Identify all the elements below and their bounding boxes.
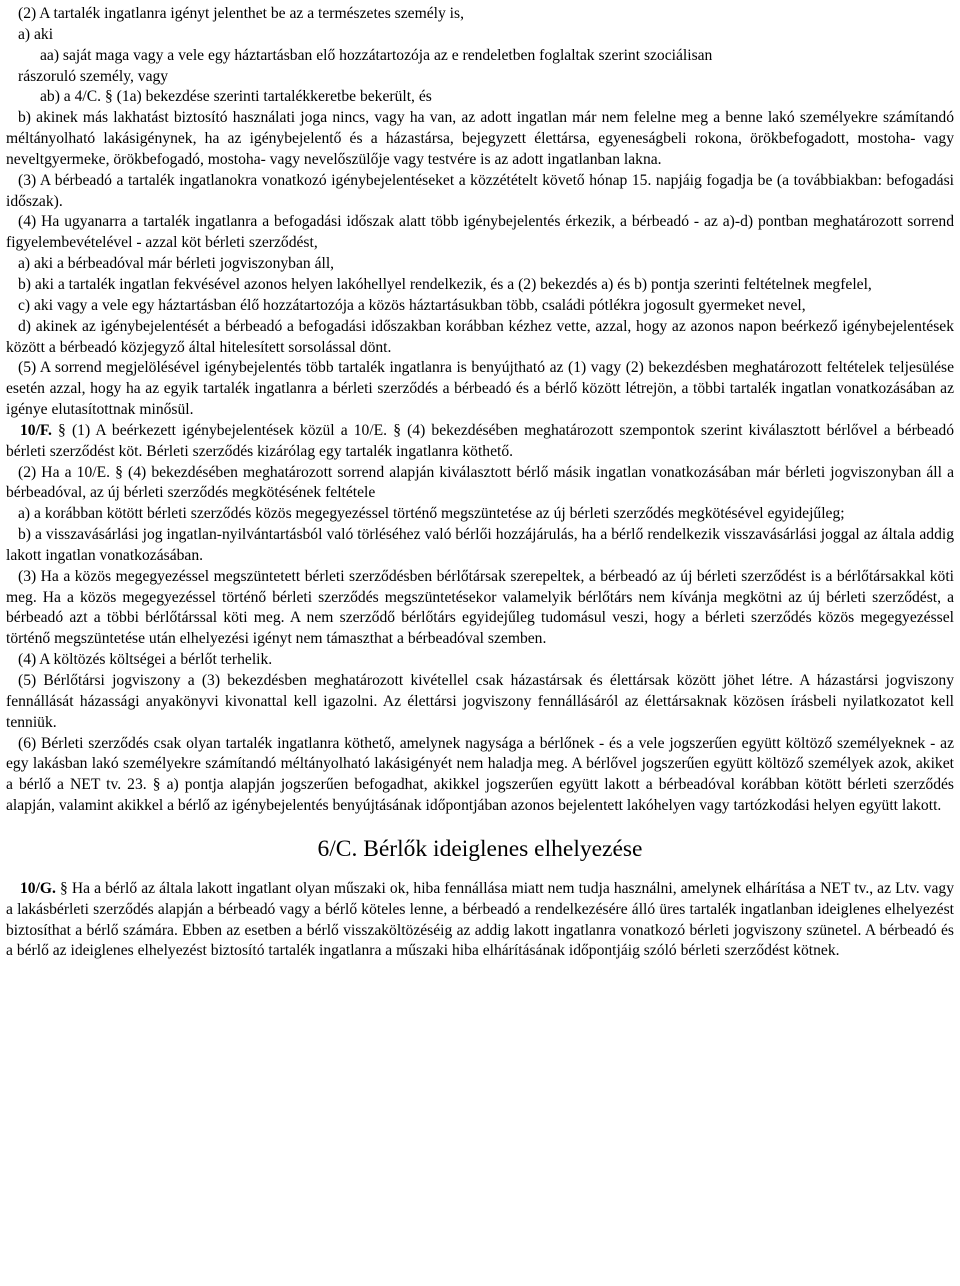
- section-text-10g: § Ha a bérlő az általa lakott ingatlant olyan műszaki ok, hiba fennállása miatt nem tudja használni, amelynek elhárítása a NET tv., az Ltv. vagy a lakásbérleti szerződés alapján a bérbeadó vagy a bérlő köteles lenne, a bérbeadó a rendelkezésére álló üres tartalék ingatlanban ideiglenes elhelyezést biztosíthat a bérlő számára. Ebben az esetben a bérlő visszaköltözéséig az addig lakott ingatlanra vonatkozó bérleti jogviszony szünetel. A bérbeadó és a bérlő az ideiglenes elhelyezést biztosító tartalék ingatlanra a műszaki hiba elhárításának időpontjáig szóló bérleti szerződést kötnek.: [6, 879, 954, 960]
- paragraph-2: (2) A tartalék ingatlanra igényt jelenthet be az a természetes személy is,: [18, 5, 464, 22]
- section-number-10g: 10/G.: [20, 879, 56, 897]
- paragraph-10f-5: (5) Bérlőtársi jogviszony a (3) bekezdésben meghatározott kivétellel csak házastársak és élettársak között jöhet létre. A házastársi jogviszony fennállását házassági anyakönyvi kivonattal kell igazolni. Az élettársi jogviszony fennállásáról az élettársaknak közösen írásbeli nyilatkozatot kell tenniük.: [6, 672, 954, 731]
- paragraph-5: (5) A sorrend megjelölésével igénybejelentés több tartalék ingatlanra is benyújtható az (1) vagy (2) bekezdésben meghatározott feltételek teljesülése esetén azzal, hogy ha az egyik tartalék ingatlanra a bérleti szerződés a bérbeadó és a bérlő között létrejön, a többi tartalék ingatlan vonatkozásában az igénye elutasítottnak minősül.: [6, 359, 954, 419]
- section-number: 10/F.: [20, 421, 52, 439]
- point-10f-b: b) a visszavásárlási jog ingatlan-nyilvántartásból való törléséhez való bérlői hozzájárulás, ha a bérlő rendelkezik visszavásárlási joggal az általa addig lakott ingatlan vonatkozásában.: [6, 526, 954, 564]
- section-10g: [6, 879, 954, 962]
- section-heading: 6/C. Bérlők ideiglenes elhelyezése: [317, 835, 643, 862]
- point-aa: aa) saját maga vagy a vele egy háztartásban elő hozzátartozója az e rendeletben foglaltak szerint szociálisan: [40, 46, 713, 64]
- point-b: b) akinek más lakhatást biztosító használati joga nincs, vagy ha van, az adott ingatlan már nem felelne meg a benne lakó személyekre számítandó méltányolható lakásigénynek, ha az igénybejelentő és a házastársa, bejegyzett élettársa, egyeneságbeli rokona, örökbefogadott, mostoha- vagy neveltgyermeke, örökbefogadó, mostoha- vagy nevelőszülője vagy testvére is az adott ingatlanban lakna.: [6, 109, 954, 168]
- point-a: a) aki: [18, 25, 54, 43]
- point-ab: ab) a 4/C. § (1a) bekezdése szerinti tartalékkeretbe bekerült, és: [40, 88, 432, 106]
- point-aa-cont: rászoruló személy, vagy: [18, 67, 169, 85]
- point-4b: b) aki a tartalék ingatlan fekvésével azonos helyen lakóhellyel rendelkezik, és a (2) bekezdés a) és b) pontja szerinti feltételnek megfelel,: [18, 275, 872, 293]
- paragraph-10f-3: (3) Ha a közös megegyezéssel megszüntetett bérleti szerződésben bérlőtársak szerepeltek, a bérbeadó az új bérleti szerződést is a bérlőtársakkal köti meg. Ha a közös megegyezéssel történő bérleti szerződés megszüntetésekor valamelyik bérlőtárs nem kívánja megkötni az új bérleti szerződést, a bérbeadó azt a többi bérlőtárssal köti meg. A nem szerződő bérlőtárs egyidejűleg tudomásul veszi, hogy a bérleti szerződés közös megegyezéssel történő megszüntetése után elhelyezési igényt nem támaszthat a bérbeadóval szemben.: [6, 567, 954, 648]
- paragraph-10f-2: (2) Ha a 10/E. § (4) bekezdésében meghatározott sorrend alapján kiválasztott bérlő másik ingatlan vonatkozásában már bérleti jogviszonyban áll a bérbeadóval, az új bérleti szerződés megkötésének feltétele: [6, 463, 954, 502]
- point-10f-a: a) a korábban kötött bérleti szerződés közös megegyezéssel történő megszüntetése az új bérleti szerződés megkötésével egyidejűleg;: [18, 505, 845, 523]
- paragraph-10f-6: (6) Bérleti szerződés csak olyan tartalék ingatlanra köthető, amelynek nagysága a bérlőnek - és a vele jogszerűen együtt költöző személyeknek - az egy lakásban lakó személyekre számítandó méltányolható lakásigényét nem haladja meg. A bérlővel jogszerűen együtt költöző személyek azok, akiket a bérlő a NET tv. 23. § a) pontja alapján jogszerűen befogadhat, akikkel jogszerűen együtt lakott a bérbeadóval korábban kötött bérleti szerződés alapján, valamint akikkel a bérlő az igénybejelentés benyújtásának időpontjában azonos bejelentett lakóhelyen vagy tartózkodási helyen együtt lakott.: [6, 734, 954, 815]
- section-text: § (1) A beérkezett igénybejelentések közül a 10/E. § (4) bekezdésében meghatározott szempontok szerint kiválasztott bérlővel a bérbeadó bérleti szerződést köt. Bérleti szerződés kizárólag egy tartalék ingatlanra köthető.: [6, 421, 954, 460]
- point-4a: a) aki a bérbeadóval már bérleti jogviszonyban áll,: [18, 255, 335, 273]
- point-4d: d) akinek az igénybejelentését a bérbeadó a befogadási időszakban korábban kézhez vette, azzal, hogy az azonos napon beérkező igénybejelentések között a bérbeadó közjegyző által hitelesített sorsolással dönt.: [6, 317, 954, 356]
- section-10f: [6, 421, 954, 463]
- paragraph-3: (3) A bérbeadó a tartalék ingatlanokra vonatkozó igénybejelentéseket a közzétételt követő hónap 15. napjáig fogadja be (a továbbiakban: befogadási időszak).: [6, 171, 954, 210]
- point-4c: c) aki vagy a vele egy háztartásban élő hozzátartozója a közös háztartásukban több, családi pótlékra jogosult gyermeket nevel,: [18, 296, 806, 314]
- paragraph-10f-4: (4) A költözés költségei a bérlőt terhelik.: [18, 651, 273, 669]
- paragraph-4: (4) Ha ugyanarra a tartalék ingatlanra a befogadási időszak alatt több igénybejelentés érkezik, a bérbeadó - az a)-d) pontban meghatározott sorrend figyelembevételével - azzal köt bérleti szerződést,: [6, 213, 954, 252]
